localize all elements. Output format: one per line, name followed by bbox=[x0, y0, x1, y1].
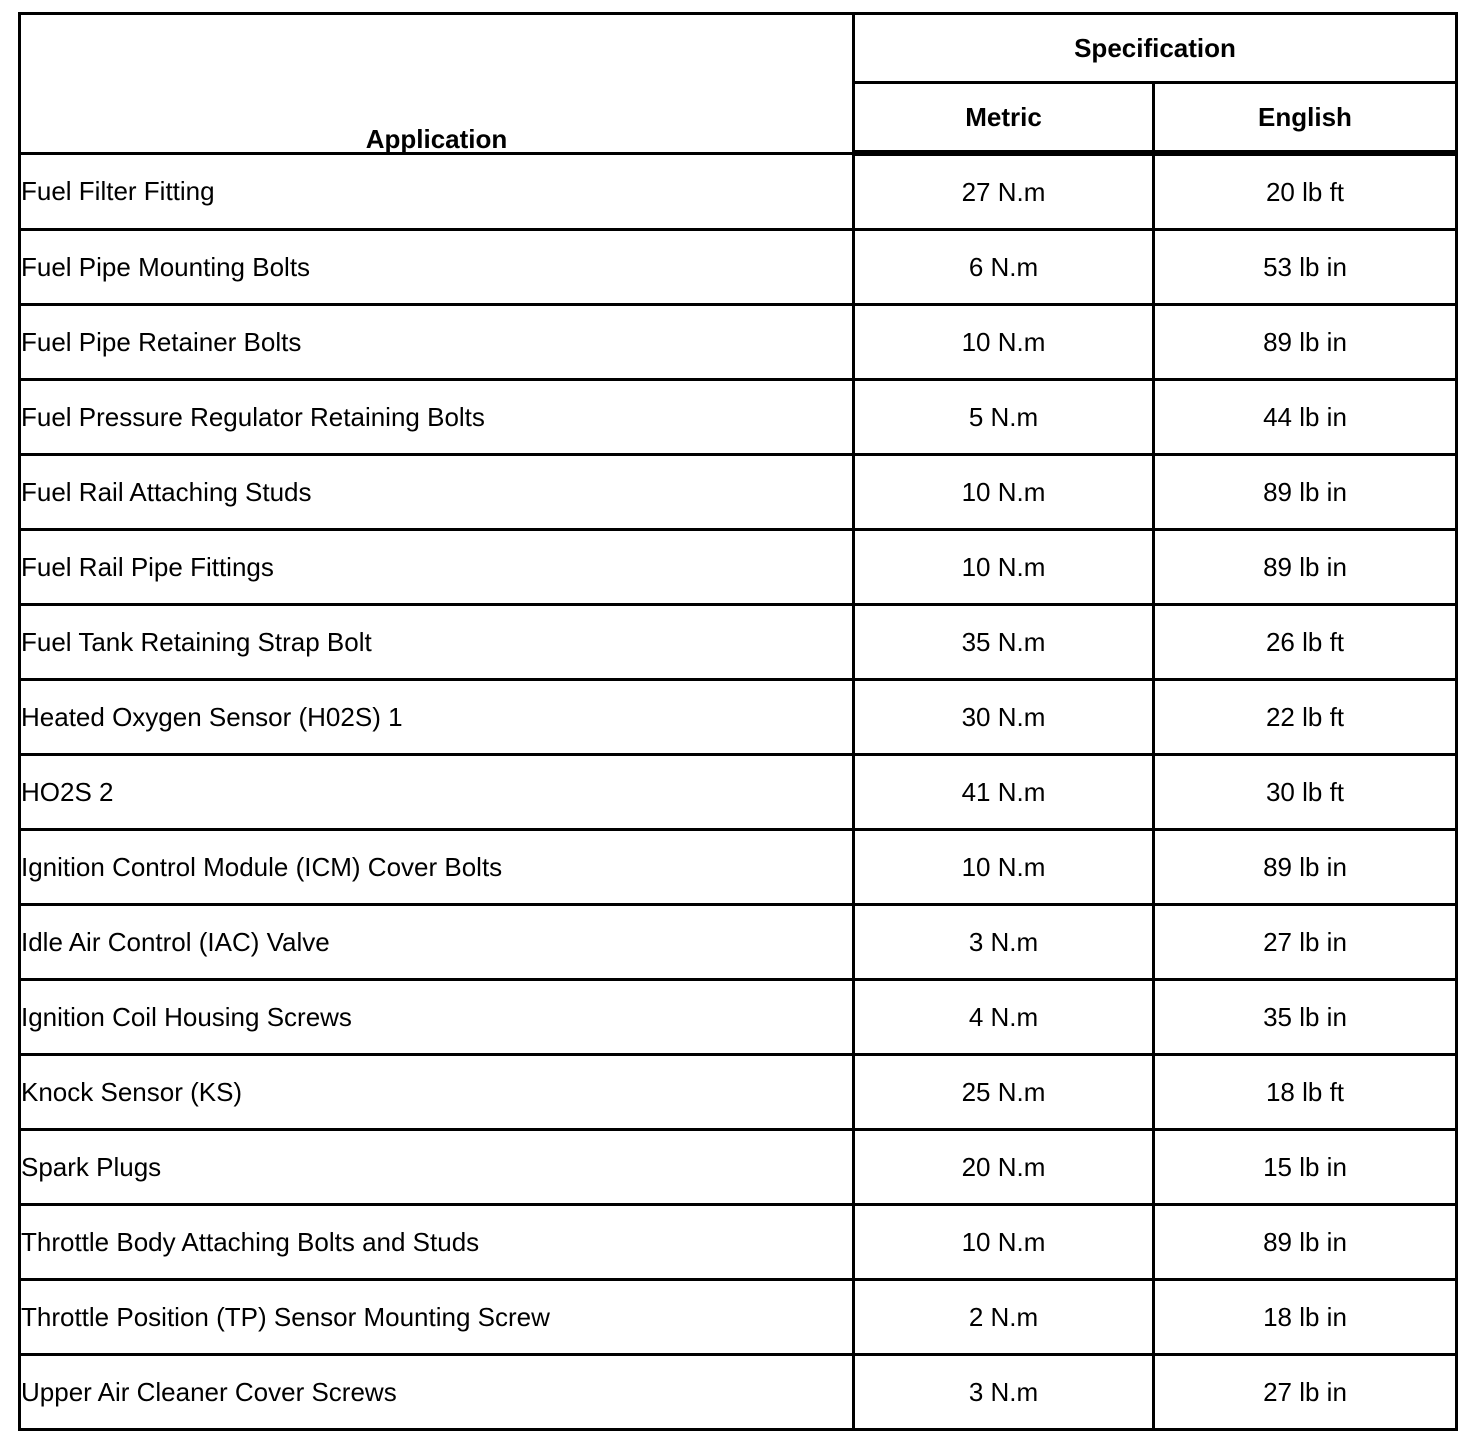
table-row bbox=[20, 830, 1457, 905]
english-cell: 89 lb in bbox=[1154, 1205, 1457, 1280]
application-cell: Ignition Coil Housing Screws bbox=[20, 980, 854, 1055]
table-row bbox=[20, 1055, 1457, 1130]
application-cell: Fuel Filter Fitting bbox=[20, 153, 854, 230]
application-column-header: Application bbox=[20, 14, 854, 154]
english-cell: 53 lb in bbox=[1154, 230, 1457, 305]
application-cell: Knock Sensor (KS) bbox=[20, 1055, 854, 1130]
metric-cell: 5 N.m bbox=[854, 380, 1154, 455]
english-cell: 30 lb ft bbox=[1154, 755, 1457, 830]
english-cell: 89 lb in bbox=[1154, 305, 1457, 380]
english-cell: 18 lb ft bbox=[1154, 1055, 1457, 1130]
metric-cell: 41 N.m bbox=[854, 755, 1154, 830]
table-row bbox=[20, 755, 1457, 830]
application-cell: Upper Air Cleaner Cover Screws bbox=[20, 1355, 854, 1430]
specification-group-header: Specification bbox=[854, 14, 1457, 83]
metric-cell: 10 N.m bbox=[854, 1205, 1154, 1280]
metric-cell: 2 N.m bbox=[854, 1280, 1154, 1355]
table-row bbox=[20, 153, 1457, 230]
table-row bbox=[20, 1205, 1457, 1280]
table-row bbox=[20, 1280, 1457, 1355]
metric-cell: 6 N.m bbox=[854, 230, 1154, 305]
metric-cell: 10 N.m bbox=[854, 455, 1154, 530]
english-cell: 35 lb in bbox=[1154, 980, 1457, 1055]
application-cell: Throttle Body Attaching Bolts and Studs bbox=[20, 1205, 854, 1280]
metric-cell: 20 N.m bbox=[854, 1130, 1154, 1205]
metric-cell: 10 N.m bbox=[854, 530, 1154, 605]
metric-cell: 35 N.m bbox=[854, 605, 1154, 680]
application-cell: Fuel Pipe Mounting Bolts bbox=[20, 230, 854, 305]
english-cell: 89 lb in bbox=[1154, 830, 1457, 905]
table-row bbox=[20, 1130, 1457, 1205]
metric-cell: 4 N.m bbox=[854, 980, 1154, 1055]
english-cell: 15 lb in bbox=[1154, 1130, 1457, 1205]
header-row-top bbox=[20, 14, 1457, 83]
application-cell: Ignition Control Module (ICM) Cover Bolts bbox=[20, 830, 854, 905]
table-row bbox=[20, 230, 1457, 305]
application-cell: Fuel Rail Attaching Studs bbox=[20, 455, 854, 530]
application-cell: Heated Oxygen Sensor (H02S) 1 bbox=[20, 680, 854, 755]
metric-cell: 10 N.m bbox=[854, 830, 1154, 905]
metric-cell: 27 N.m bbox=[854, 153, 1154, 230]
english-cell: 89 lb in bbox=[1154, 530, 1457, 605]
application-cell: Spark Plugs bbox=[20, 1130, 854, 1205]
english-cell: 89 lb in bbox=[1154, 455, 1457, 530]
metric-cell: 25 N.m bbox=[854, 1055, 1154, 1130]
table-row bbox=[20, 980, 1457, 1055]
table-row bbox=[20, 455, 1457, 530]
application-cell: HO2S 2 bbox=[20, 755, 854, 830]
table-row bbox=[20, 380, 1457, 455]
metric-cell: 10 N.m bbox=[854, 305, 1154, 380]
english-cell: 44 lb in bbox=[1154, 380, 1457, 455]
table-row bbox=[20, 605, 1457, 680]
table-row bbox=[20, 680, 1457, 755]
english-cell: 26 lb ft bbox=[1154, 605, 1457, 680]
english-cell: 18 lb in bbox=[1154, 1280, 1457, 1355]
torque-spec-table bbox=[18, 12, 1458, 1431]
table-body bbox=[20, 153, 1457, 1430]
english-cell: 27 lb in bbox=[1154, 1355, 1457, 1430]
application-cell: Fuel Pipe Retainer Bolts bbox=[20, 305, 854, 380]
application-cell: Fuel Pressure Regulator Retaining Bolts bbox=[20, 380, 854, 455]
application-cell: Throttle Position (TP) Sensor Mounting Screw bbox=[20, 1280, 854, 1355]
metric-cell: 3 N.m bbox=[854, 905, 1154, 980]
application-cell: Fuel Tank Retaining Strap Bolt bbox=[20, 605, 854, 680]
metric-cell: 30 N.m bbox=[854, 680, 1154, 755]
english-cell: 22 lb ft bbox=[1154, 680, 1457, 755]
table-row bbox=[20, 1355, 1457, 1430]
table-row bbox=[20, 305, 1457, 380]
metric-cell: 3 N.m bbox=[854, 1355, 1154, 1430]
english-cell: 27 lb in bbox=[1154, 905, 1457, 980]
application-cell: Idle Air Control (IAC) Valve bbox=[20, 905, 854, 980]
application-cell: Fuel Rail Pipe Fittings bbox=[20, 530, 854, 605]
english-cell: 20 lb ft bbox=[1154, 153, 1457, 230]
metric-column-header: Metric bbox=[854, 83, 1154, 154]
english-column-header: English bbox=[1154, 83, 1457, 154]
table-header bbox=[20, 14, 1457, 154]
table-row bbox=[20, 530, 1457, 605]
table-row bbox=[20, 905, 1457, 980]
